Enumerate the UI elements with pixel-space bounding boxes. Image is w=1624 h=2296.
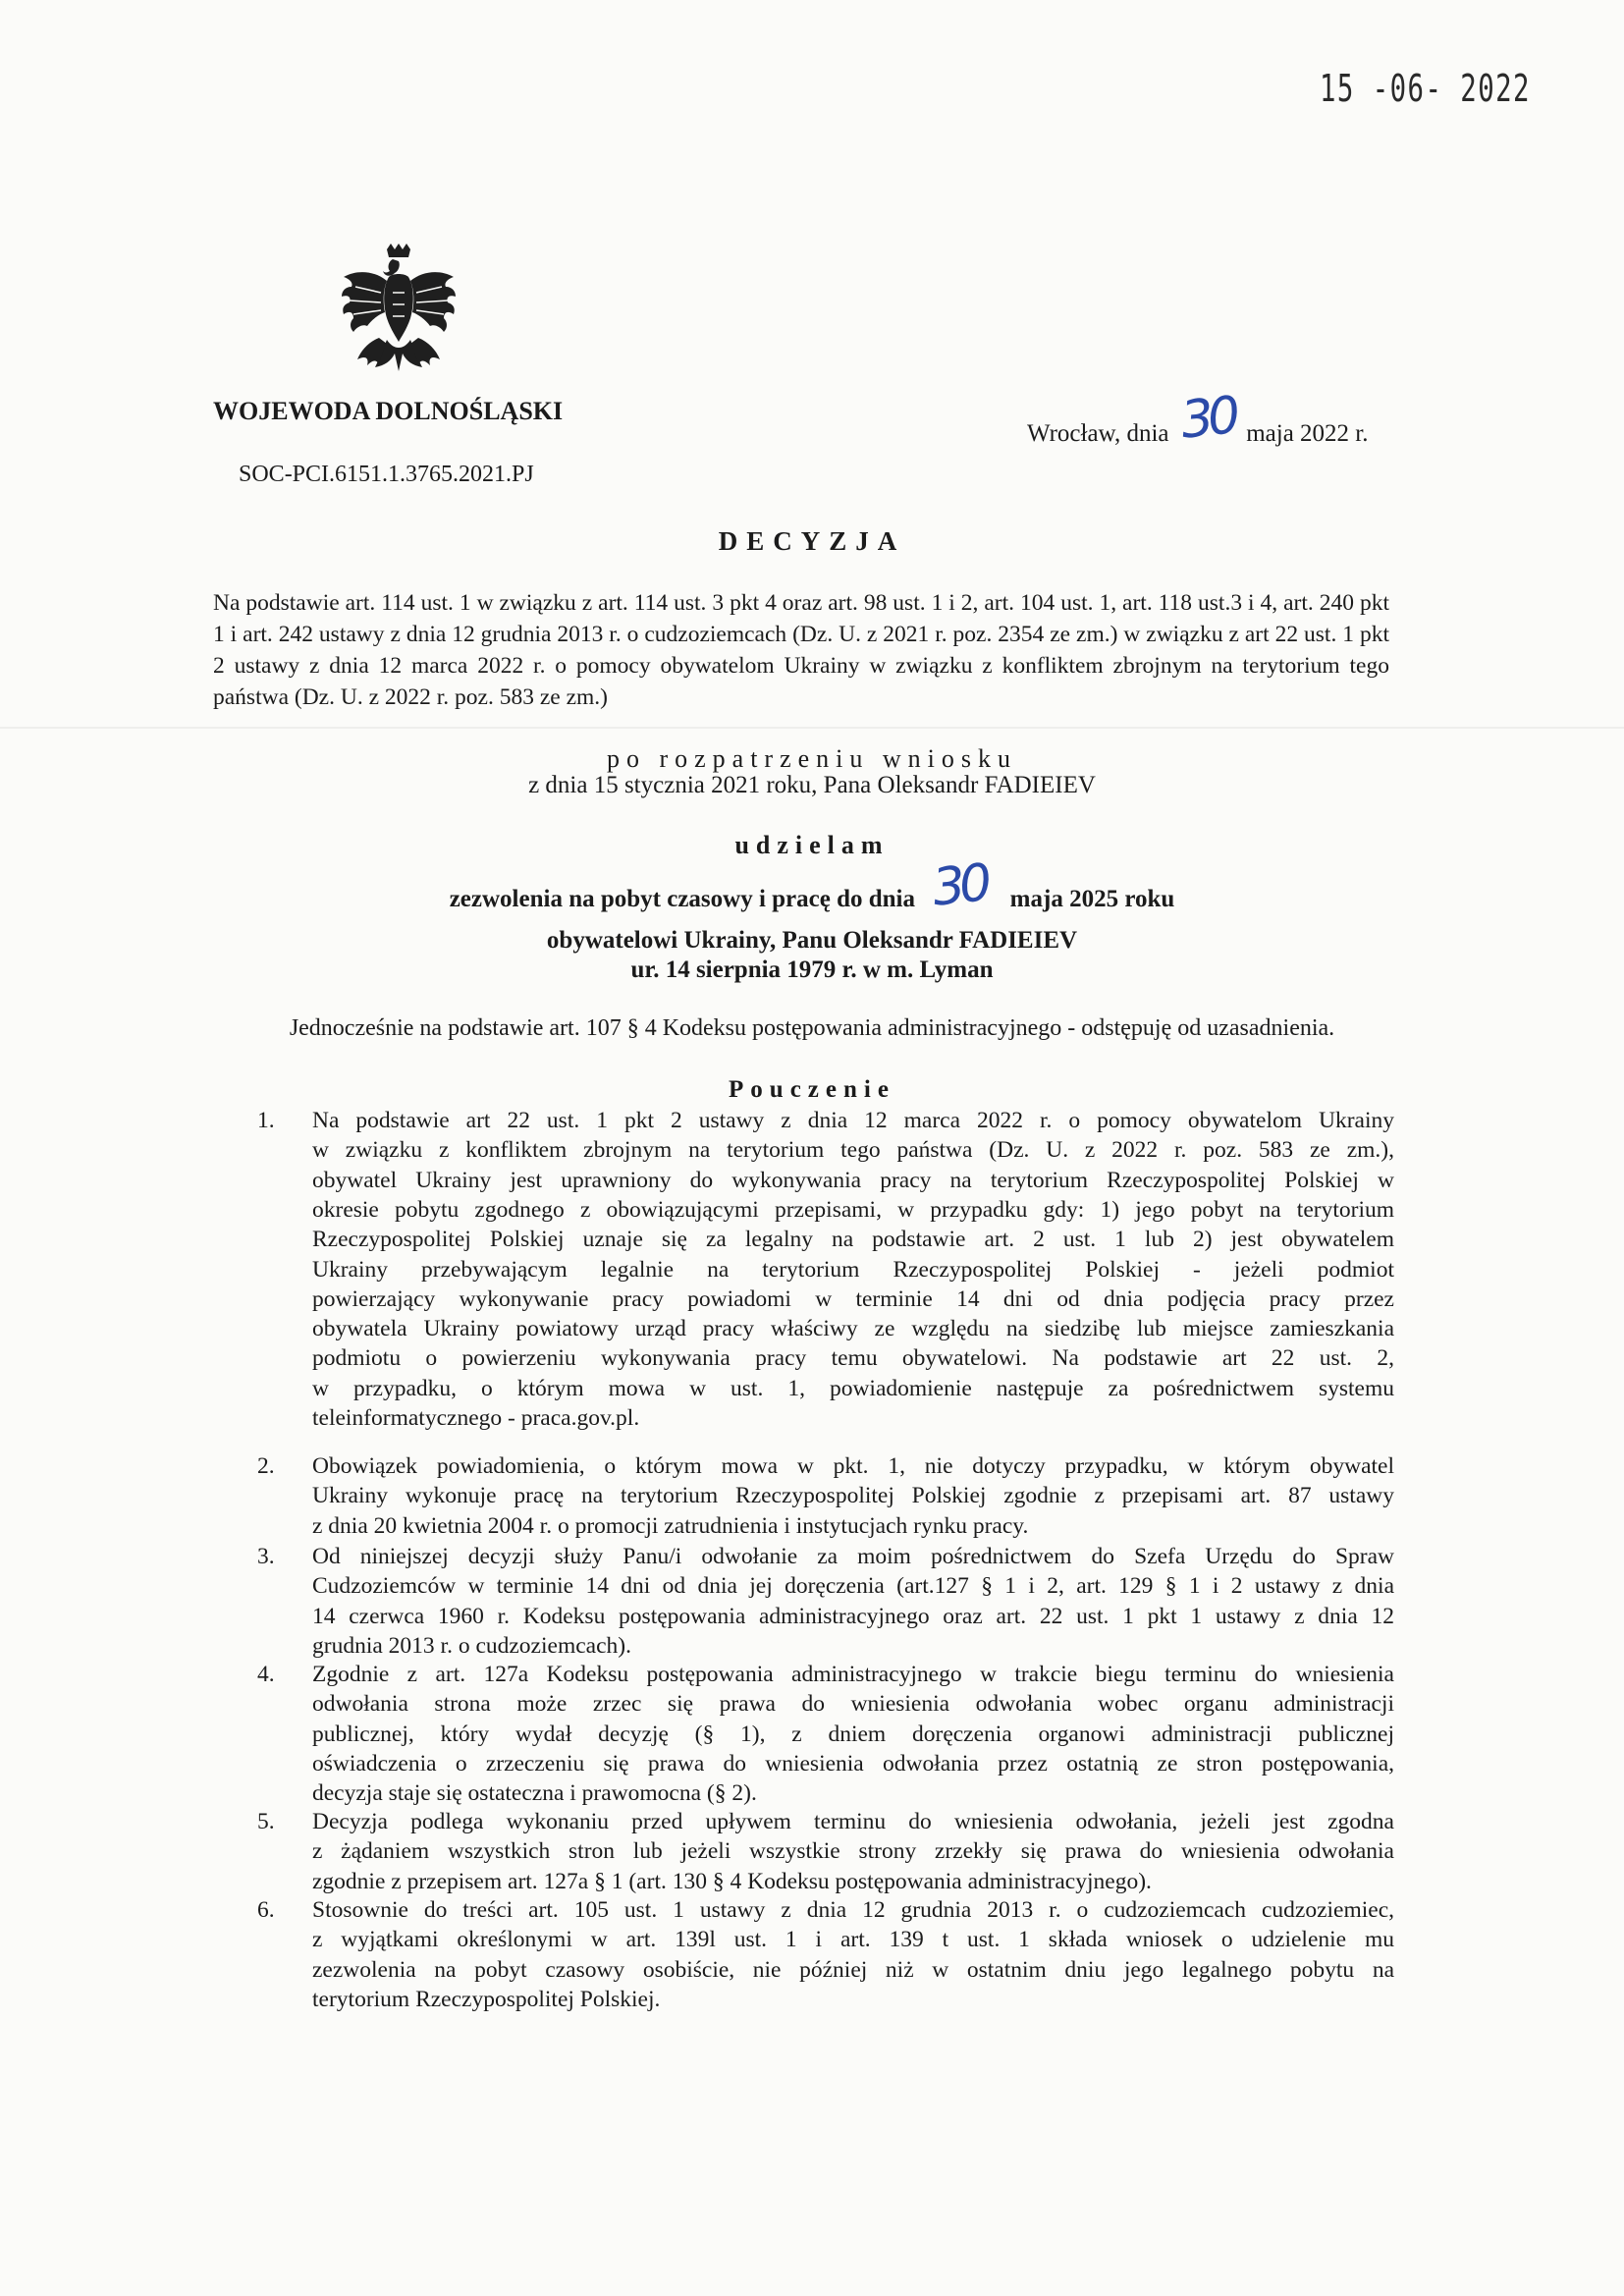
instruction-item-line: powierzający wykonywanie pracy powiadomi w terminie 14 dni od dnia podjęcia pracy przez: [312, 1285, 1394, 1312]
place-and-date: [1027, 386, 1369, 454]
instruction-item-line: publicznej, który wydał decyzję (§ 1), z dniem doręczenia organowi administracji publicznej: [312, 1721, 1394, 1747]
instruction-item-line: zezwolenia na pobyt czasowy osobiście, nie później niż w ostatnim dniu jego legalnego pobytu na: [312, 1956, 1394, 1983]
instruction-item-line: w związku z konfliktem zbrojnym na terytorium tego państwa (Dz. U. z 2022 r. poz. 583 ze zm.),: [312, 1137, 1394, 1164]
instruction-item-line: Cudzoziemców w terminie 14 dni od dnia jej doręczenia (art.127 § 1 i 2, art. 129 § 1 i 2 ustawy z dnia: [312, 1573, 1394, 1600]
instruction-item-line: Ukrainy wykonuje pracę na terytorium Rzeczypospolitej Polskiej zgodnie z przepisami art. 87 ustawy: [312, 1483, 1394, 1509]
instruction-item-line: terytorium Rzeczypospolitej Polskiej.: [312, 1986, 661, 2012]
instruction-item-line: Decyzja podlega wykonaniu przed upływem terminu do wniesienia odwołania, jeżeli jest zgodna: [312, 1809, 1394, 1834]
received-date-stamp: 15 -06- 2022: [1320, 67, 1531, 110]
instruction-item-line: decyzja staje się ostateczna i prawomocna (§ 2).: [312, 1780, 757, 1807]
instruction-item-line: Stosownie do treści art. 105 ust. 1 ustawy z dnia 12 grudnia 2013 r. o cudzoziemcach cudzoziemiec,: [312, 1897, 1394, 1923]
permit-line: [0, 853, 1624, 919]
handwritten-issue-day: 30: [1177, 386, 1237, 451]
instruction-item-number: 1.: [257, 1108, 275, 1133]
case-reference: SOC-PCI.6151.1.3765.2021.PJ: [239, 462, 534, 487]
instruction-item-line: z dnia 20 kwietnia 2004 r. o promocji zatrudnienia i instytucjach rynku pracy.: [312, 1512, 1029, 1539]
instruction-item-line: w przypadku, o którym mowa w ust. 1, powiadomienie następuje za pośrednictwem systemu: [312, 1375, 1394, 1401]
consideration-heading: po rozpatrzeniu wniosku: [606, 744, 1018, 773]
instruction-item-line: z wyjątkami określonymi w art. 139l ust. 1 i art. 139 t ust. 1 składa wniosek o udzielenie mu: [312, 1927, 1394, 1953]
issuer-name: WOJEWODA DOLNOŚLĄSKI: [213, 397, 564, 425]
birth-line: ur. 14 sierpnia 1979 r. w m. Lyman: [630, 957, 994, 983]
polish-eagle-emblem-icon: [336, 244, 461, 391]
instruction-item-line: obywatela Ukrainy powiatowy urząd pracy właściwy ze względu na siedzibę lub miejsce zamieszkania: [312, 1316, 1394, 1342]
instruction-item-line: oświadczenia o zrzeczeniu się prawa do wniesienia odwołania przez ostatnią ze stron postępowania,: [312, 1750, 1394, 1777]
paper-fold-line: [0, 727, 1624, 729]
grant-heading: udzielam: [734, 831, 890, 859]
instruction-item-line: Rzeczypospolitej Polskiej uznaje się za legalny na podstawie art. 2 ust. 1 lub 2) jest obywatelem: [312, 1227, 1394, 1253]
recipient-line: obywatelowi Ukrainy, Panu Oleksandr FADIEIEV: [546, 927, 1078, 954]
instruction-item-line: obywatel Ukrainy jest uprawniony do wykonywania pracy na terytorium Rzeczypospolitej Polskiej w: [312, 1167, 1394, 1193]
instruction-item-line: 14 czerwca 1960 r. Kodeksu postępowania administracyjnego oraz art. 22 ust. 1 pkt 1 ustawy z dnia 12: [312, 1603, 1394, 1629]
legal-basis-paragraph: Na podstawie art. 114 ust. 1 w związku z art. 114 ust. 3 pkt 4 oraz art. 98 ust. 1 i 2, art. 104 ust. 1, art. 118 ust.3 i 4, art. 240 pkt 1 i art. 242 ustawy z dnia 12 grudnia 2013 r. o cudzoziemcach (Dz. U. z 2021 r. poz. 2354 ze zm.) w związku z art 22 ust. 1 pkt 2 ustawy z dnia 12 marca 2022 r. o pomocy obywatelom Ukrainy w związku z konfliktem zbrojnym na terytorium tego państwa (Dz. U. z 2022 r. poz. 583 ze zm.): [213, 590, 1389, 710]
instruction-item-line: Na podstawie art 22 ust. 1 pkt 2 ustawy z dnia 12 marca 2022 r. o pomocy obywatelom Ukrainy: [312, 1108, 1394, 1133]
document-title: DECYZJA: [718, 526, 906, 556]
justification-waiver: Jednocześnie na podstawie art. 107 § 4 Kodeksu postępowania administracyjnego - odstępuję od uzasadnienia.: [289, 1015, 1335, 1041]
instruction-item-line: okresie pobytu zgodnego z obowiązującymi przepisami, w przypadku gdy: 1) jego pobyt na terytorium: [312, 1196, 1394, 1223]
instruction-item-line: teleinformatycznego - praca.gov.pl.: [312, 1405, 640, 1431]
instruction-item-line: grudnia 2013 r. o cudzoziemcach).: [312, 1632, 631, 1659]
instruction-item-number: 5.: [257, 1809, 275, 1834]
instruction-heading: Pouczenie: [729, 1076, 895, 1103]
permit-suffix: maja 2025 roku: [1009, 886, 1175, 912]
instruction-item-line: podmiotu o powierzeniu wykonywania pracy temu obywatelowi. Na podstawie art 22 ust. 2,: [312, 1345, 1394, 1372]
instruction-item-number: 3.: [257, 1544, 275, 1569]
date-suffix: maja 2022 r.: [1246, 420, 1369, 447]
instruction-item-line: Zgodnie z art. 127a Kodeksu postępowania administracyjnego w trakcie biegu terminu do wniesienia: [312, 1662, 1394, 1687]
instruction-item-line: Obowiązek powiadomienia, o którym mowa w pkt. 1, nie dotyczy przypadku, w którym obywatel: [312, 1453, 1394, 1479]
instruction-item-line: z żądaniem wszystkich stron lub jeżeli wszystkie strony zrzekły się prawa do wniesienia odwołania: [312, 1838, 1394, 1865]
instruction-item-line: zgodnie z przepisem art. 127a § 1 (art. 130 § 4 Kodeksu postępowania administracyjnego).: [312, 1868, 1152, 1894]
date-prefix: Wrocław, dnia: [1027, 420, 1169, 447]
instruction-item-line: odwołania strona może zrzec się prawa do wniesienia odwołania wobec organu administracji: [312, 1691, 1394, 1718]
instruction-item-line: Od niniejszej decyzji służy Panu/i odwołanie za moim pośrednictwem do Szefa Urzędu do Spraw: [312, 1544, 1394, 1569]
instruction-item-number: 4.: [257, 1662, 275, 1687]
handwritten-expiry-day: 30: [930, 853, 990, 918]
instruction-item-number: 2.: [257, 1453, 275, 1479]
permit-prefix: zezwolenia na pobyt czasowy i pracę do dnia: [449, 886, 915, 912]
application-details: z dnia 15 stycznia 2021 roku, Pana Oleksandr FADIEIEV: [528, 772, 1096, 798]
instruction-item-number: 6.: [257, 1897, 275, 1923]
instruction-item-line: Ukrainy przebywającym legalnie na terytorium Rzeczypospolitej Polskiej - jeżeli podmiot: [312, 1256, 1394, 1283]
